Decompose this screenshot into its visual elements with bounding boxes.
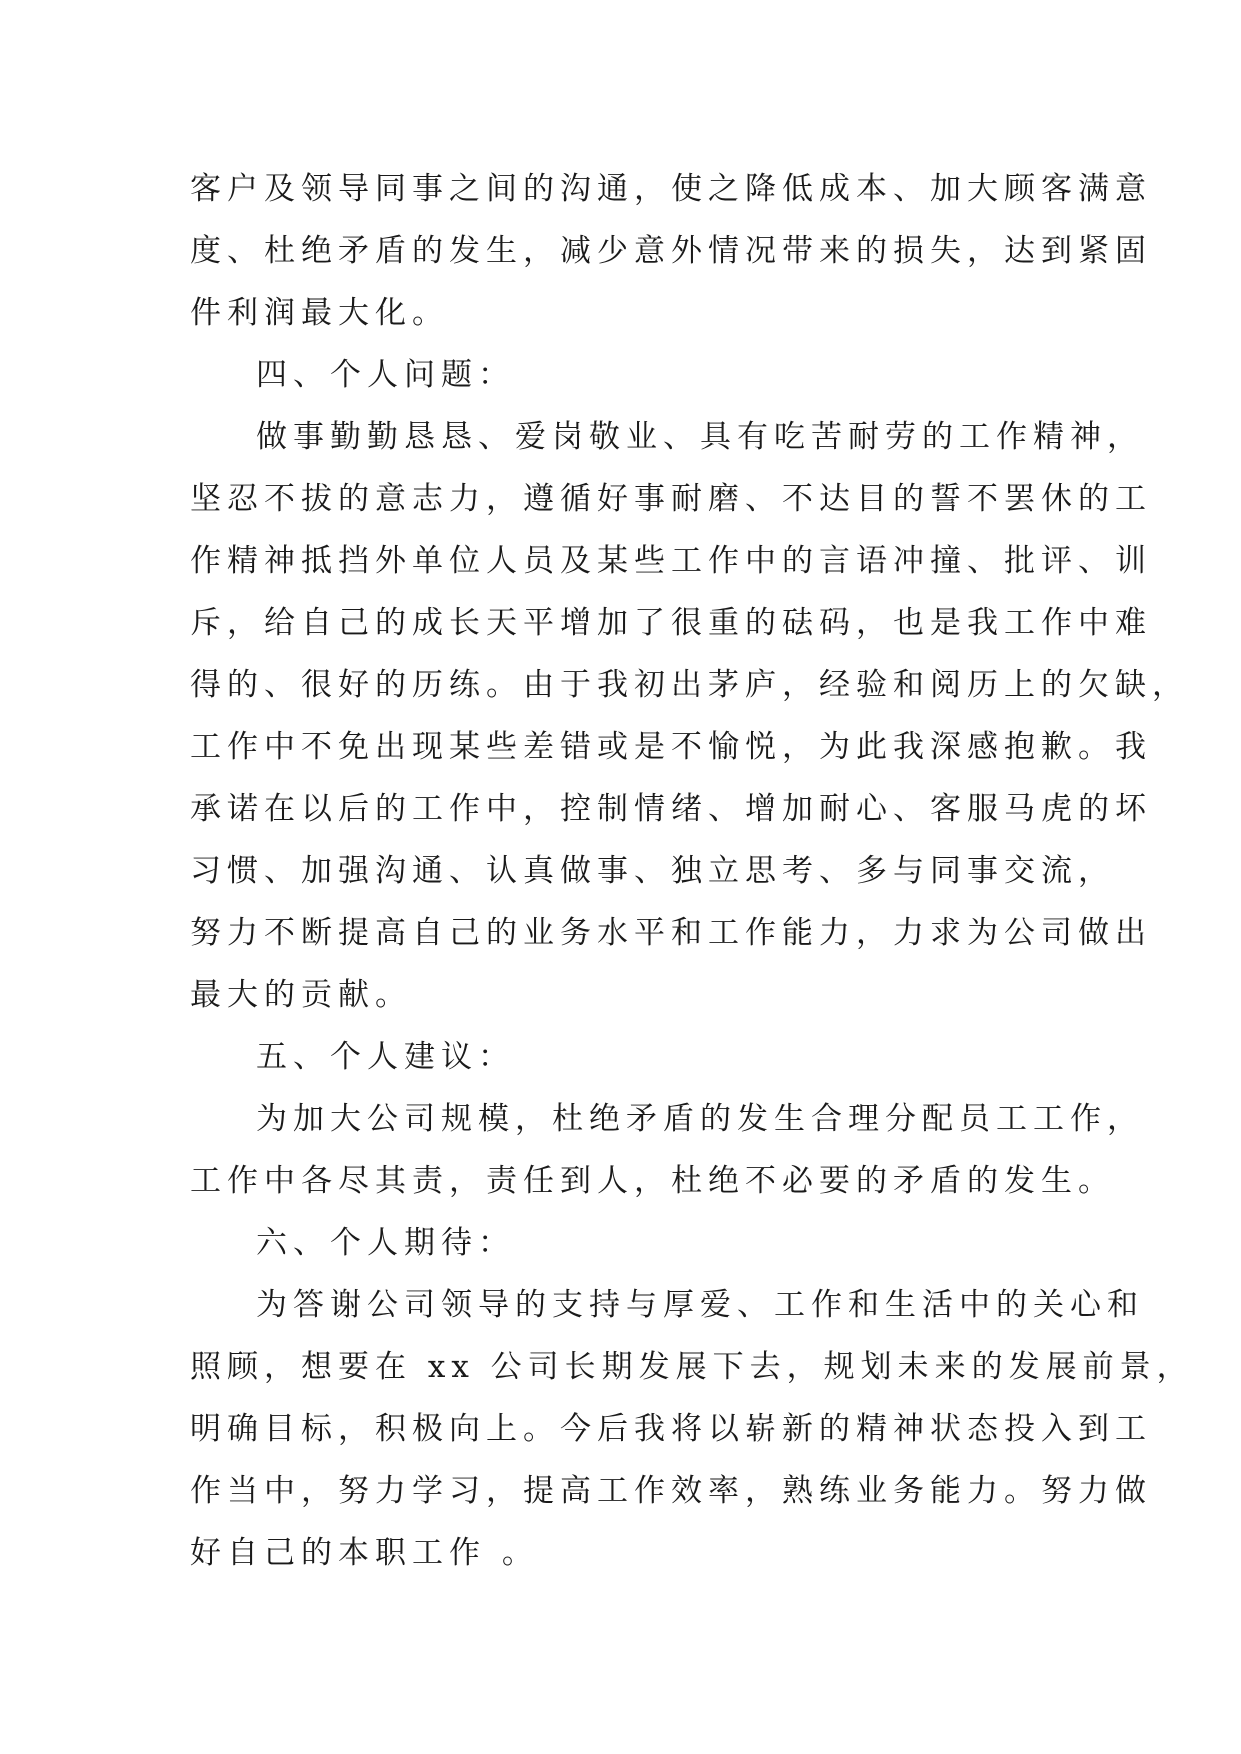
section-heading-personal-expectations: 六、个人期待： (256, 1225, 515, 1261)
section-heading-personal-issues: 四、个人问题： (256, 357, 515, 393)
body-line: 好自己的本职工作 。 (190, 1535, 539, 1571)
body-line: 习惯、加强沟通、认真做事、独立思考、多与同事交流， (190, 853, 1115, 889)
body-line: 承诺在以后的工作中，控制情绪、增加耐心、客服马虎的坏 (190, 791, 1152, 827)
body-line: 斥，给自己的成长天平增加了很重的砝码，也是我工作中难 (190, 605, 1152, 641)
body-line: 作精神抵挡外单位人员及某些工作中的言语冲撞、批评、训 (190, 543, 1152, 579)
body-line: 努力不断提高自己的业务水平和工作能力，力求为公司做出 (190, 915, 1152, 951)
body-line: 作当中，努力学习，提高工作效率，熟练业务能力。努力做 (190, 1473, 1152, 1509)
section-heading-personal-suggestions: 五、个人建议： (256, 1039, 515, 1075)
body-line: 照顾，想要在 xx 公司长期发展下去，规划未来的发展前景， (190, 1349, 1194, 1385)
body-line: 坚忍不拔的意志力，遵循好事耐磨、不达目的誓不罢休的工 (190, 481, 1152, 517)
body-line: 明确目标，积极向上。今后我将以崭新的精神状态投入到工 (190, 1411, 1152, 1447)
body-line: 得的、很好的历练。由于我初出茅庐，经验和阅历上的欠缺， (190, 667, 1189, 703)
document-body (190, 158, 1194, 1584)
body-line: 工作中各尽其责，责任到人，杜绝不必要的矛盾的发生。 (190, 1163, 1115, 1199)
body-line: 最大的贡献。 (190, 977, 412, 1013)
body-line: 客户及领导同事之间的沟通，使之降低成本、加大顾客满意 (190, 171, 1152, 207)
body-line: 工作中不免出现某些差错或是不愉悦，为此我深感抱歉。我 (190, 729, 1152, 765)
body-line: 做事勤勤恳恳、爱岗敬业、具有吃苦耐劳的工作精神， (256, 419, 1144, 455)
body-line: 为答谢公司领导的支持与厚爱、工作和生活中的关心和 (256, 1287, 1144, 1323)
body-line: 为加大公司规模，杜绝矛盾的发生合理分配员工工作， (256, 1101, 1144, 1137)
body-line: 度、杜绝矛盾的发生，减少意外情况带来的损失，达到紧固 (190, 233, 1152, 269)
body-line: 件利润最大化。 (190, 295, 449, 331)
